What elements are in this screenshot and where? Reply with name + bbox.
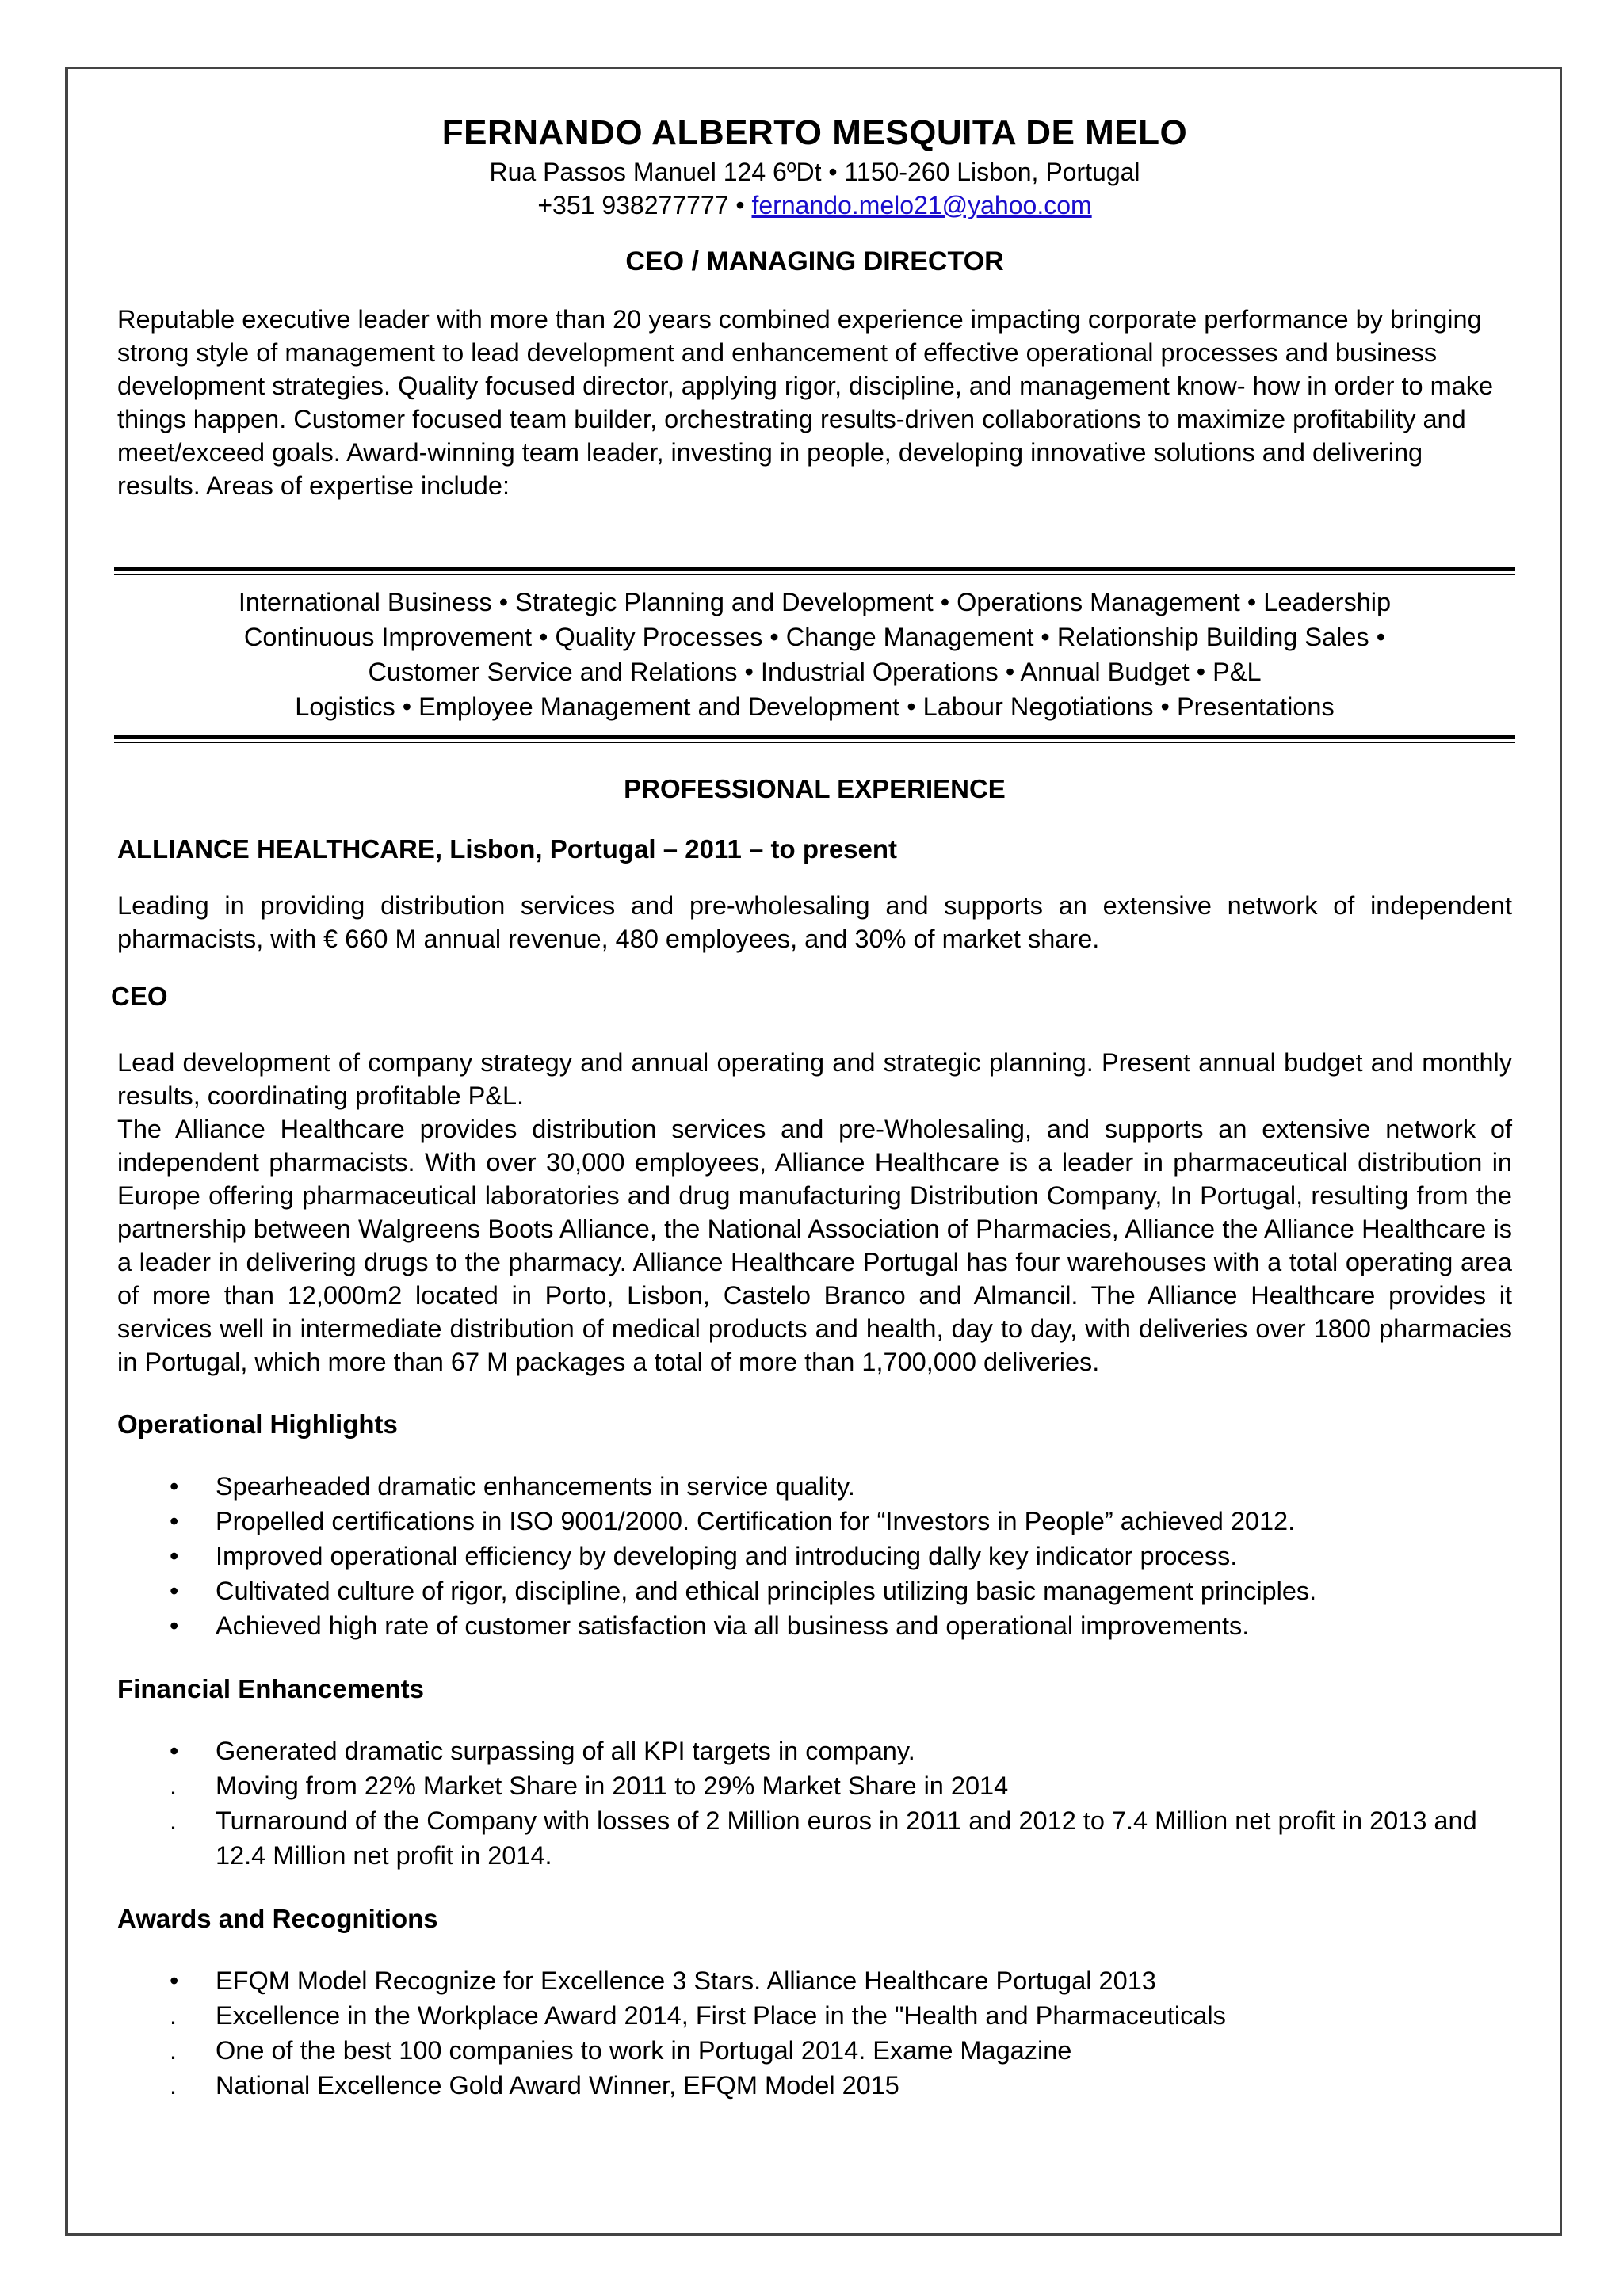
job-title: CEO / MANAGING DIRECTOR <box>625 246 1004 277</box>
expertise-block <box>117 575 1512 735</box>
bullet-marker: . <box>170 2071 178 2100</box>
role-description: Lead development of company strategy and annual operating and strategic planning. Present annual budget and monthly results, coordinating profitable P&L. <box>117 1048 1512 1110</box>
list-item-text: Turnaround of the Company with losses of 2 Million euros in 2011 and 2012 to 7.4 Million net profit in 2013 and 12.4 Million net profit in 2014. <box>216 1806 1477 1870</box>
list-item-text: Moving from 22% Market Share in 2011 to 29% Market Share in 2014 <box>216 1772 1009 1800</box>
list-item <box>117 1504 1512 1539</box>
company-heading: ALLIANCE HEALTHCARE, Lisbon, Portugal – 2011 – to present <box>117 834 898 864</box>
bullet-marker: • <box>170 1737 179 1765</box>
role-title: CEO <box>111 982 168 1011</box>
company-description: Leading in providing distribution services and pre-wholesaling and supports an extensive network of independent pharmacists, with € 660 M annual revenue, 480 employees, and 30% of market share. <box>117 891 1512 953</box>
divider-bottom <box>114 735 1515 743</box>
experience-heading: PROFESSIONAL EXPERIENCE <box>624 774 1006 803</box>
list-item <box>117 1573 1512 1608</box>
divider-top <box>114 567 1515 575</box>
expertise-line: Continuous Improvement • Quality Processes • Change Management • Relationship Building Sales • <box>243 623 1386 651</box>
list-item-text: One of the best 100 companies to work in Portugal 2014. Exame Magazine <box>216 2036 1072 2065</box>
bullet-marker: • <box>170 1611 179 1640</box>
bullet-marker: . <box>170 2036 178 2065</box>
address-line: Rua Passos Manuel 124 6ºDt • 1150-260 Lisbon, Portugal <box>489 158 1140 186</box>
list-item <box>117 2033 1512 2068</box>
financial-list <box>117 1733 1512 1873</box>
list-item-text: Propelled certifications in ISO 9001/2000. Certification for “Investors in People” achieved 2012. <box>216 1507 1296 1535</box>
contact-line <box>117 189 1512 222</box>
candidate-name: FERNANDO ALBERTO MESQUITA DE MELO <box>441 113 1188 152</box>
resume-page <box>111 111 1512 2103</box>
bullet-marker: • <box>170 1542 179 1570</box>
list-item-text: Spearheaded dramatic enhancements in service quality. <box>216 1472 855 1501</box>
list-item <box>117 1998 1512 2033</box>
summary-paragraph: Reputable executive leader with more than 20 years combined experience impacting corporate performance by bringing strong style of management to lead development and enhancement of effective operational processes and business development strategies. Quality focused director, applying rigor, discipline, and management know- how in order to make things happen. Customer focused team builder, orchestrating results-driven collaborations to maximize profitability and meet/exceed goals. Award-winning team leader, investing in people, developing innovative solutions and delivering results. Areas of expertise include: <box>117 305 1494 500</box>
phone: +351 938277777 • <box>537 191 752 219</box>
list-item-text: Excellence in the Workplace Award 2014, First Place in the "Health and Pharmaceuticals <box>216 2001 1226 2030</box>
bullet-marker: • <box>170 1472 179 1501</box>
awards-list <box>117 1963 1512 2103</box>
list-item <box>117 2068 1512 2103</box>
financial-heading: Financial Enhancements <box>117 1674 424 1703</box>
list-item-text: Generated dramatic surpassing of all KPI targets in company. <box>216 1737 915 1765</box>
email-link[interactable]: fernando.melo21@yahoo.com <box>751 191 1092 219</box>
list-item <box>117 1469 1512 1504</box>
list-item-text: Cultivated culture of rigor, discipline, and ethical principles utilizing basic management principles. <box>216 1577 1317 1605</box>
expertise-line: Logistics • Employee Management and Development • Labour Negotiations • Presentations <box>295 692 1335 721</box>
bullet-marker: . <box>170 1772 178 1800</box>
list-item <box>117 1963 1512 1998</box>
list-item <box>117 1733 1512 1768</box>
expertise-line: Customer Service and Relations • Industrial Operations • Annual Budget • P&L <box>368 658 1262 686</box>
operational-heading: Operational Highlights <box>117 1409 398 1439</box>
expertise-line: International Business • Strategic Planning and Development • Operations Management • Leadership <box>238 588 1392 616</box>
awards-heading: Awards and Recognitions <box>117 1904 438 1933</box>
list-item <box>117 1608 1512 1643</box>
list-item <box>117 1539 1512 1573</box>
company-profile: The Alliance Healthcare provides distribution services and pre-Wholesaling, and supports an extensive network of independent pharmacists. With over 30,000 employees, Alliance Healthcare is a leader in pharmaceutical distribution in Europe offering pharmaceutical laboratories and drug manufacturing Distribution Company, In Portugal, resulting from the partnership between Walgreens Boots Alliance, the National Association of Pharmacies, Alliance the Alliance Healthcare is a leader in delivering drugs to the pharmacy. Alliance Healthcare Portugal has four warehouses with a total operating area of more than 12,000m2 located in Porto, Lisbon, Castelo Branco and Almancil. The Alliance Healthcare provides it services well in intermediate distribution of medical products and health, day to day, with deliveries over 1800 pharmacies in Portugal, which more than 67 M packages a total of more than 1,700,000 deliveries. <box>117 1115 1512 1376</box>
list-item-text: Achieved high rate of customer satisfaction via all business and operational improvements. <box>216 1611 1250 1640</box>
bullet-marker: . <box>170 1806 178 1835</box>
list-item-text: Improved operational efficiency by developing and introducing dally key indicator process. <box>216 1542 1238 1570</box>
bullet-marker: . <box>170 2001 178 2030</box>
list-item <box>117 1768 1512 1803</box>
operational-list <box>117 1469 1512 1643</box>
bullet-marker: • <box>170 1577 179 1605</box>
bullet-marker: • <box>170 1966 179 1995</box>
list-item-text: EFQM Model Recognize for Excellence 3 Stars. Alliance Healthcare Portugal 2013 <box>216 1966 1156 1995</box>
list-item-text: National Excellence Gold Award Winner, EFQM Model 2015 <box>216 2071 899 2100</box>
bullet-marker: • <box>170 1507 179 1535</box>
list-item <box>117 1803 1512 1873</box>
